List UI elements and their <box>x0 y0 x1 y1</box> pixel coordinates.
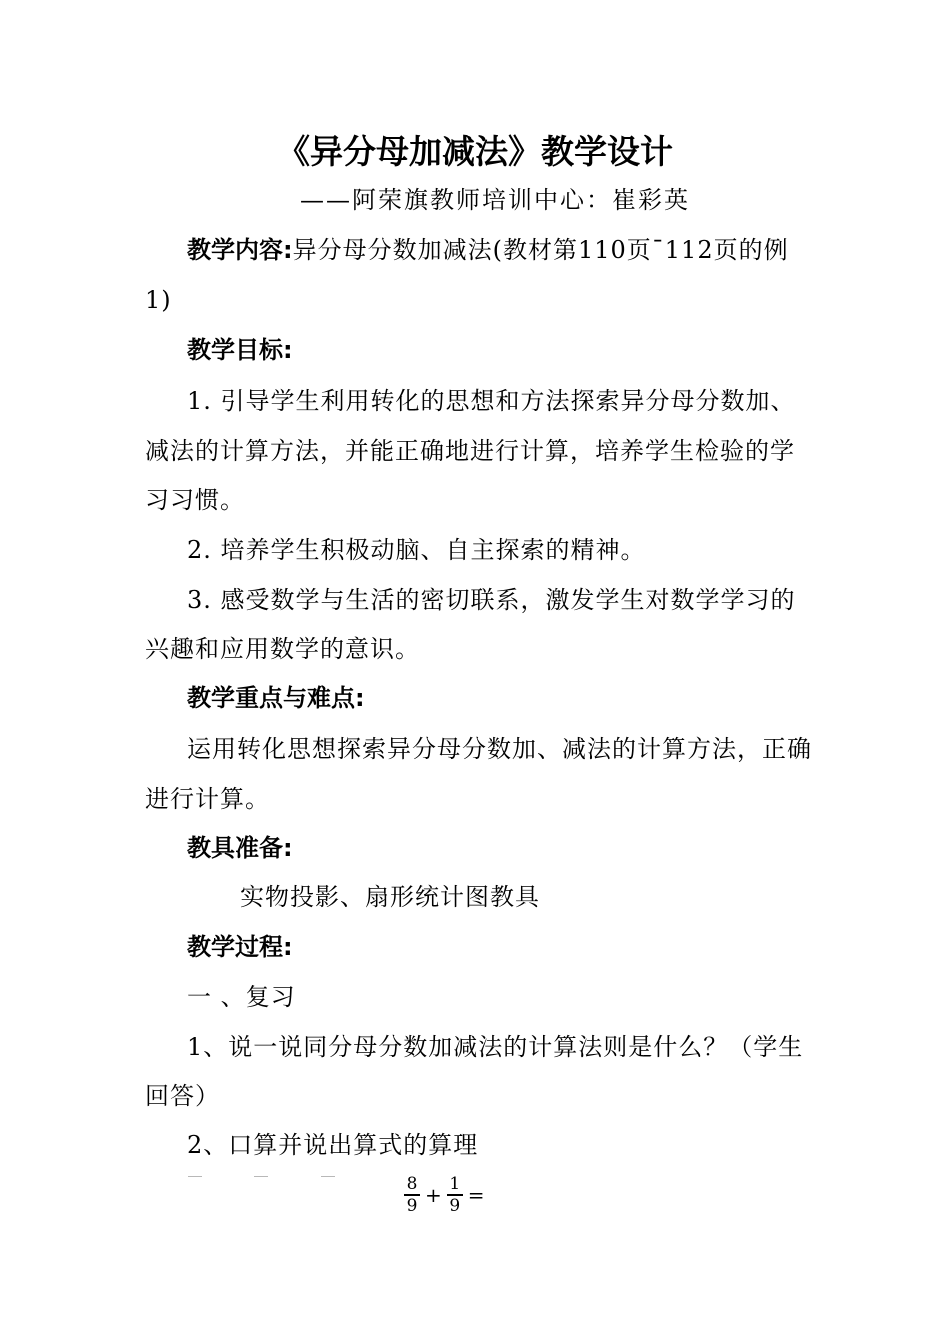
goals-label: 教学目标: <box>187 336 293 364</box>
keypoints-text-continued: 进行计算。 <box>145 785 270 813</box>
faded-fraction-3 <box>318 1174 338 1214</box>
author-line: ——阿荣旗教师培训中心：崔彩英 <box>300 186 690 214</box>
goal-item-2: 2. 培养学生积极动脑、自主探索的精神。 <box>187 536 646 564</box>
content-text-continued: 1) <box>145 286 172 314</box>
denominator: 9 <box>449 1195 461 1216</box>
tools-text: 实物投影、扇形统计图教具 <box>240 883 540 911</box>
tools-label: 教具准备: <box>187 834 293 862</box>
goal-item-1-continued: 减法的计算方法，并能正确地进行计算，培养学生检验的学 <box>145 437 795 465</box>
goal-item-3: 3. 感受数学与生活的密切联系，激发学生对数学学习的 <box>187 586 796 614</box>
document-title: 《异分母加减法》教学设计 <box>277 132 673 171</box>
numerator: 8 <box>406 1174 418 1195</box>
process-label: 教学过程: <box>187 933 293 961</box>
content-text: 异分母分数加减法(教材第110页¯112页的例 <box>292 236 789 264</box>
numerator: 1 <box>449 1174 461 1195</box>
oral-calculation-row <box>185 1170 515 1220</box>
question-1-continued: 回答） <box>145 1082 220 1110</box>
fraction-eight-ninths <box>403 1174 421 1216</box>
goal-item-1-end: 习习惯。 <box>145 486 245 514</box>
question-1: 1、说一说同分母分数加减法的计算法则是什么？（学生 <box>187 1033 804 1061</box>
keypoints-label: 教学重点与难点: <box>187 684 365 712</box>
faded-fraction-2 <box>251 1174 271 1214</box>
goal-item-1: 1. 引导学生利用转化的思想和方法探索异分母分数加、 <box>187 387 796 415</box>
plus-sign: + <box>425 1183 442 1207</box>
content-label: 教学内容: <box>187 236 293 264</box>
faded-fraction-1 <box>185 1174 205 1214</box>
question-2: 2、口算并说出算式的算理 <box>187 1131 479 1159</box>
keypoints-text: 运用转化思想探索异分母分数加、减法的计算方法，正确 <box>187 735 812 763</box>
section-review: 一 、复习 <box>187 983 296 1011</box>
fraction-one-ninth <box>446 1174 464 1216</box>
denominator: 9 <box>406 1195 418 1216</box>
content-paragraph <box>187 235 789 265</box>
fraction-expression <box>403 1170 489 1220</box>
goal-item-3-continued: 兴趣和应用数学的意识。 <box>145 635 420 663</box>
equals-sign: = <box>467 1183 485 1207</box>
